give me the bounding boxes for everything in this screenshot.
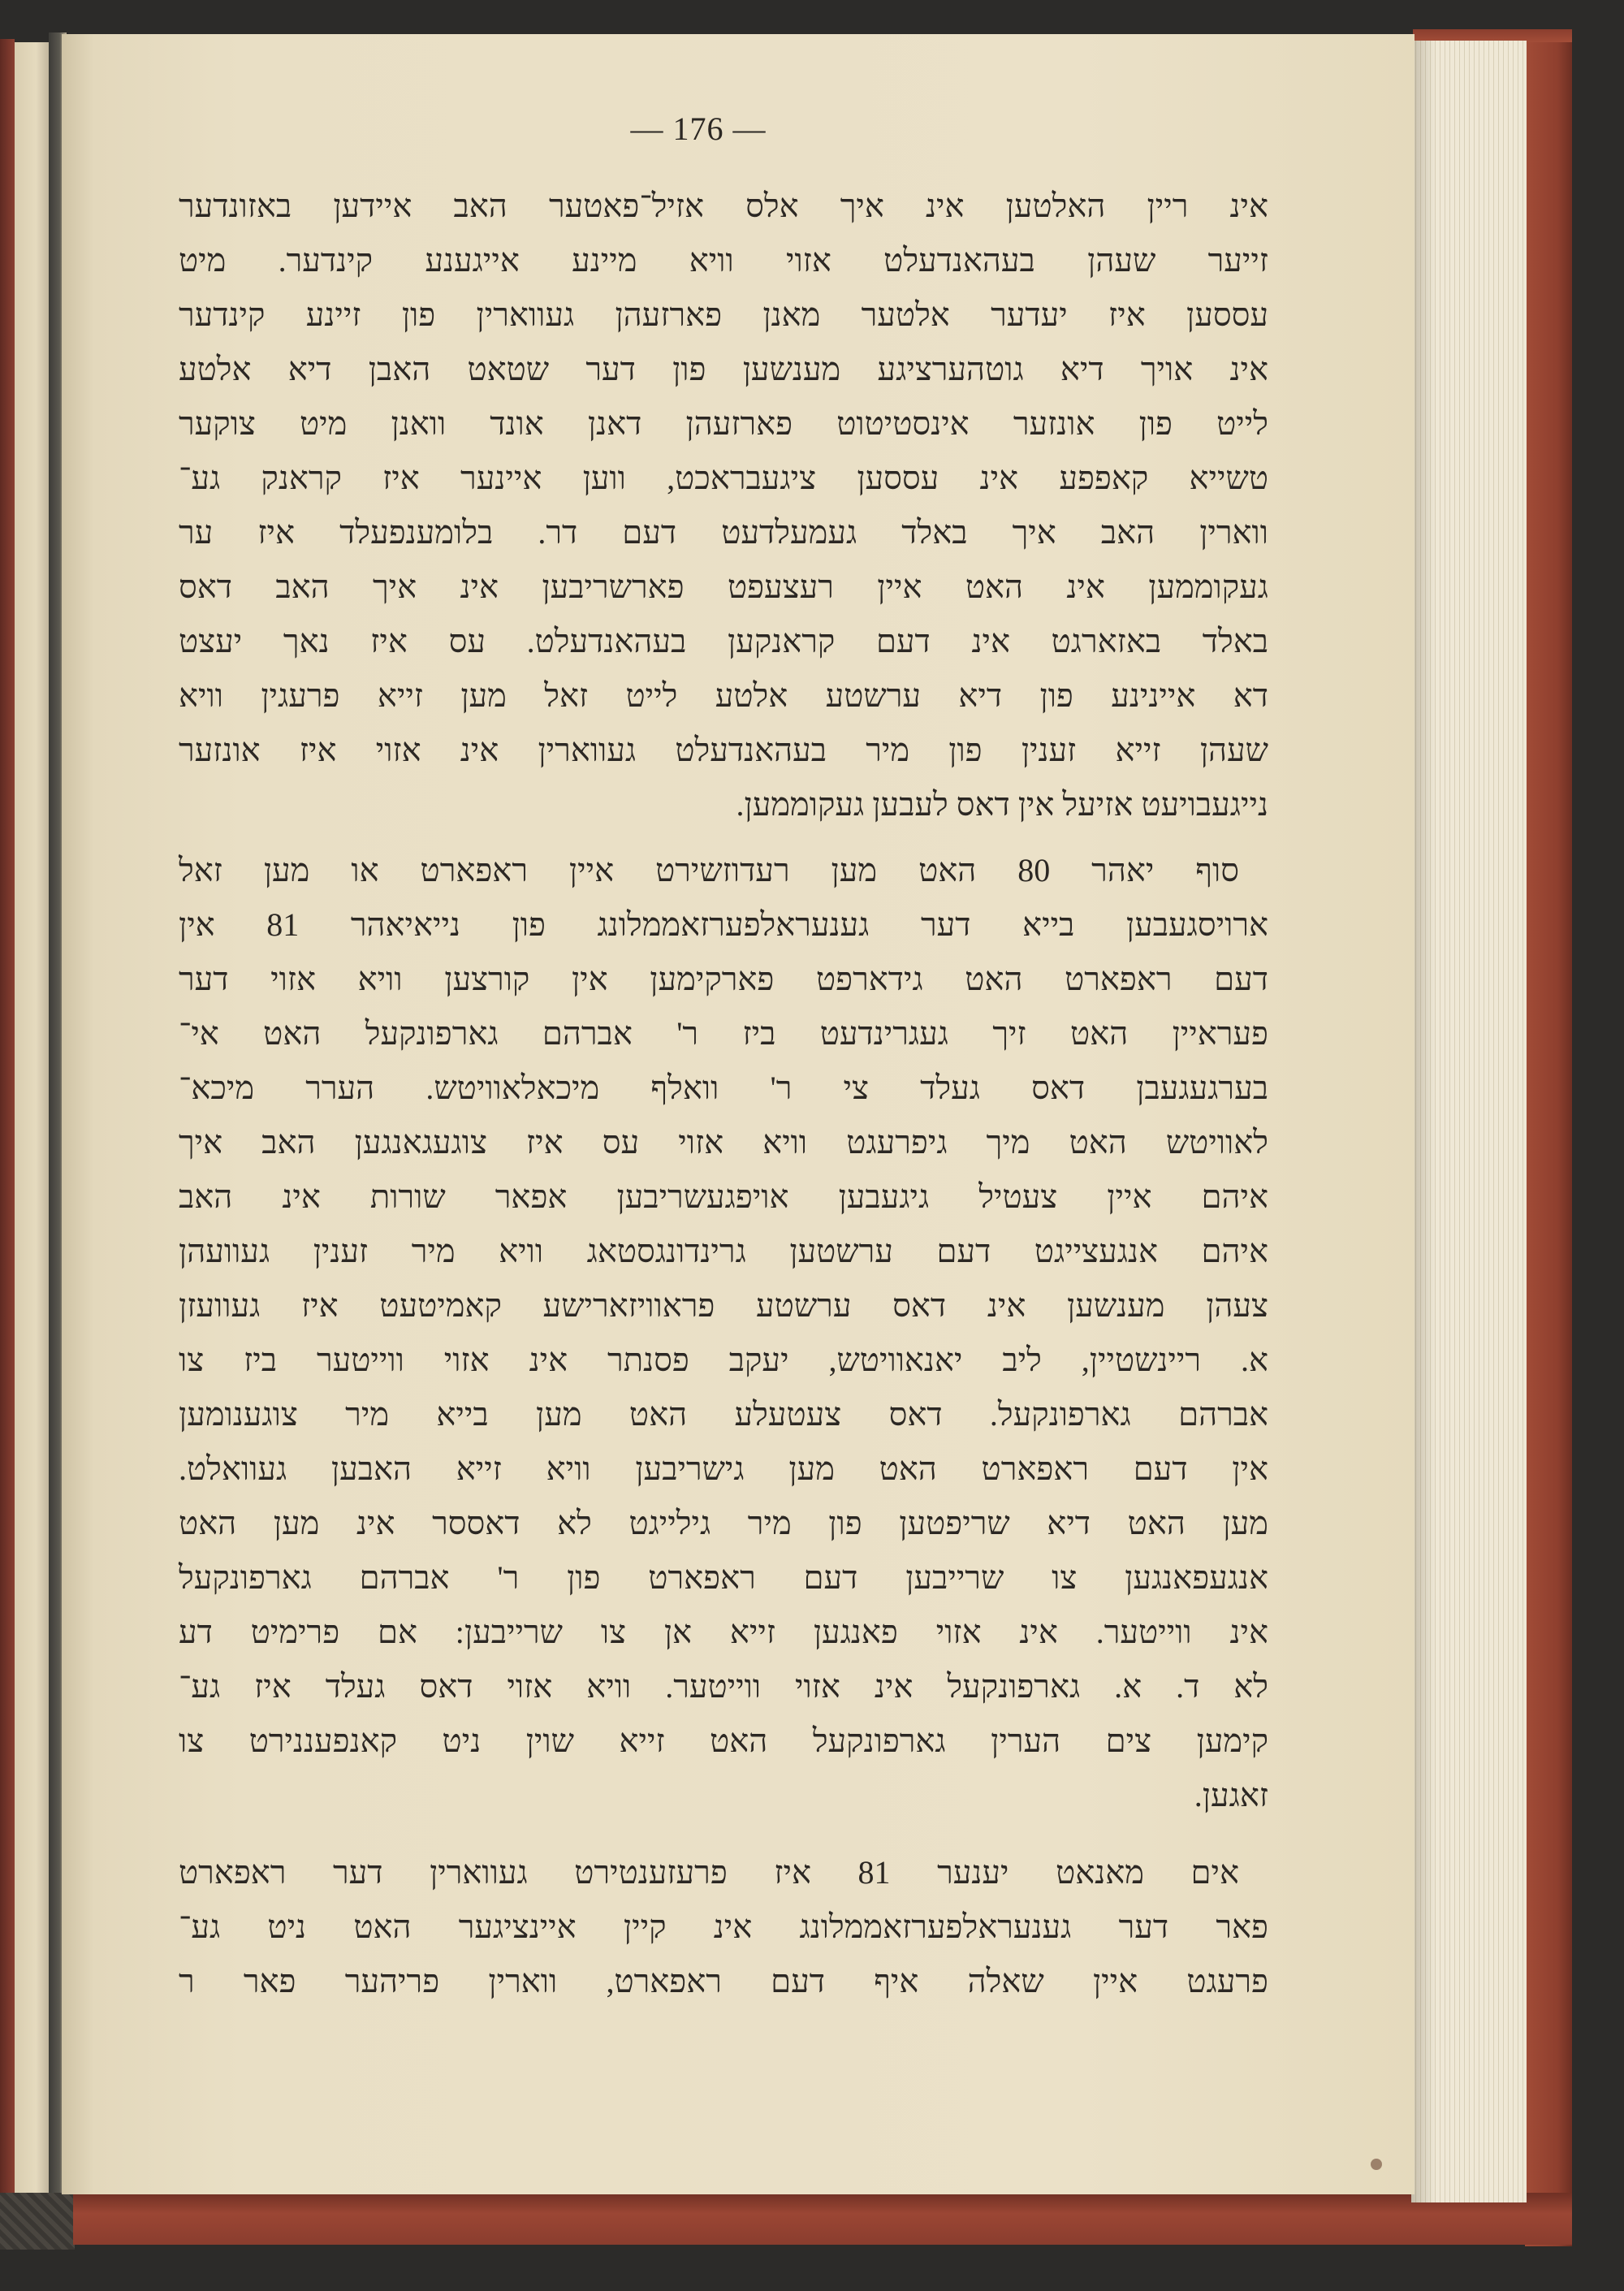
text-line: איהם איין צעטיל גיגעבען אויפגעשריבען אפאר שורות אינ האב [179, 1178, 1268, 1215]
text-line: אינ אויך דיא גוטהערציגע מענשען פון דער שטאט האבן דיא אלטע [179, 351, 1268, 387]
ink-spot [1371, 2159, 1382, 2170]
cover-corner [0, 2193, 75, 2250]
page-number: — 176 — [630, 110, 767, 147]
back-cover-edge [1525, 29, 1572, 2246]
text-line: לא ד. א. גארפונקעל אינ אזוי ווייטער. וויא אזוי דאס געלד איז גע־ [179, 1668, 1268, 1705]
main-text [179, 179, 1268, 2008]
book-page [62, 34, 1415, 2194]
text-line: באלד באזארגט אינ דעם קראנקען בעהאנדעלט. עס איז נאך יעצט [179, 623, 1268, 659]
text-line: טשייא קאפפע אינ עססען ציגעבראכט, ווען איינער איז קראנק גע־ [179, 460, 1268, 496]
paragraph [179, 843, 1268, 1822]
text-line: פרעגט איין שאלה איף דעם ראפארט, ווארין פריהער פאר ר [179, 1963, 1268, 1999]
text-line: שעהן זייא זענין פון מיר בעהאנדעלט געווארין אינ אזוי איז אונזער [179, 732, 1268, 768]
text-line: פאר דער גענעראלפערזאממלונג אינ קיין איינציגער האט ניט גע־ [179, 1908, 1268, 1945]
text-line: אים מאנאט יענער 81 איז פרעזענטירט געווארין דער ראפארט [179, 1854, 1239, 1891]
text-line: סוף יאהר 80 האט מען רעדוזשירט איין ראפארט או מען זאל [179, 852, 1239, 888]
text-line: לייט פון אונזער אינסטיטוט פארזעהן דאנן אונד וואנן מיט צוקער [179, 405, 1268, 442]
text-line: דא איינינע פון דיא ערשטע אלטע לייט זאל מען זייא פרעגין וויא [179, 677, 1268, 714]
text-line: דעם ראפארט האט גידארפט פארקימען אין קורצען וויא אזוי דער [179, 961, 1268, 997]
text-line: זאגען. [1194, 1777, 1268, 1813]
paragraph [179, 1845, 1268, 2008]
text-line: עססען איז יעדער אלטער מאנן פארזעהן געווארין פון זיינע קינדער [179, 296, 1268, 333]
paragraph [179, 179, 1268, 832]
cover-bottom-edge [73, 2193, 1572, 2245]
text-line: לאוויטש האט מיך גיפרעגט וויא אזוי עס איז צוגעגאנגען האב איך [179, 1124, 1268, 1161]
text-line: אין דעם ראפארט האט מען גישריבען וויא זייא האבען געוואלט. [179, 1450, 1268, 1487]
text-line: צעהן מענשען אינ דאס ערשטע פראוויזארישע קאמיטעט איז געוועזן [179, 1287, 1268, 1324]
text-line: אינ ווייטער. אינ אזוי פאנגען זייא אן צו שרייבען: אם פרימיט דע [179, 1614, 1268, 1650]
front-cover-edge [0, 39, 15, 2241]
previous-page-edge [15, 42, 50, 2194]
text-line: ווארין האב איך באלד געמעלדעט דעם דר. בלומענפעלד איז ער [179, 514, 1268, 551]
text-line: געקוממען אינ האט איין רעצעפט פארשריבען אינ איך האב דאס [179, 568, 1268, 605]
text-line: מען האט דיא שריפטען פון מיר גילייגט לא דאססר אינ מען האט [179, 1505, 1268, 1541]
text-line: זייער שעהן בעהאנדעלט אזוי וויא מיינע אייגענע קינדער. מיט [179, 242, 1268, 279]
text-line: נייגעבויעט אזיעל אין דאס לעבען געקוממען. [736, 786, 1268, 823]
text-line: א. ריינשטיין, ליב יאנאוויטש, יעקב פסנתר אינ אזוי ווייטער ביז צו [179, 1342, 1268, 1378]
page-stack-edge [1411, 41, 1527, 2202]
text-line: איהם אנגעצייגט דעם ערשטען גרינדונגסטאג וויא מיר זענין געוועהן [179, 1233, 1268, 1269]
text-line: ארויסגעבען בייא דער גענעראלפערזאממלונג פון נייאיאהר 81 אין [179, 906, 1268, 943]
text-line: אברהם גארפונקעל. דאס צעטעלע האט מען בייא מיר צוגענומען [179, 1396, 1268, 1433]
text-line: קימען צים הערין גארפונקעל האט זייא שוין ניט קאנפעננירט צו [179, 1723, 1268, 1759]
text-line: פעראיין האט זיך געגרינדעט ביז ר' אברהם גארפונקעל האט אי־ [179, 1015, 1268, 1052]
text-line: אנגעפאנגען צו שרייבען דעם ראפארט פון ר' אברהם גארפונקעל [179, 1559, 1268, 1596]
text-line: אינ ריין האלטען אינ איך אלס אזיל־פאטער האב איידען באזונדער [179, 188, 1268, 224]
text-line: בערגעגעבן דאס געלד צי ר' וואלף מיכאלאוויטש. הערר מיכא־ [179, 1070, 1268, 1106]
